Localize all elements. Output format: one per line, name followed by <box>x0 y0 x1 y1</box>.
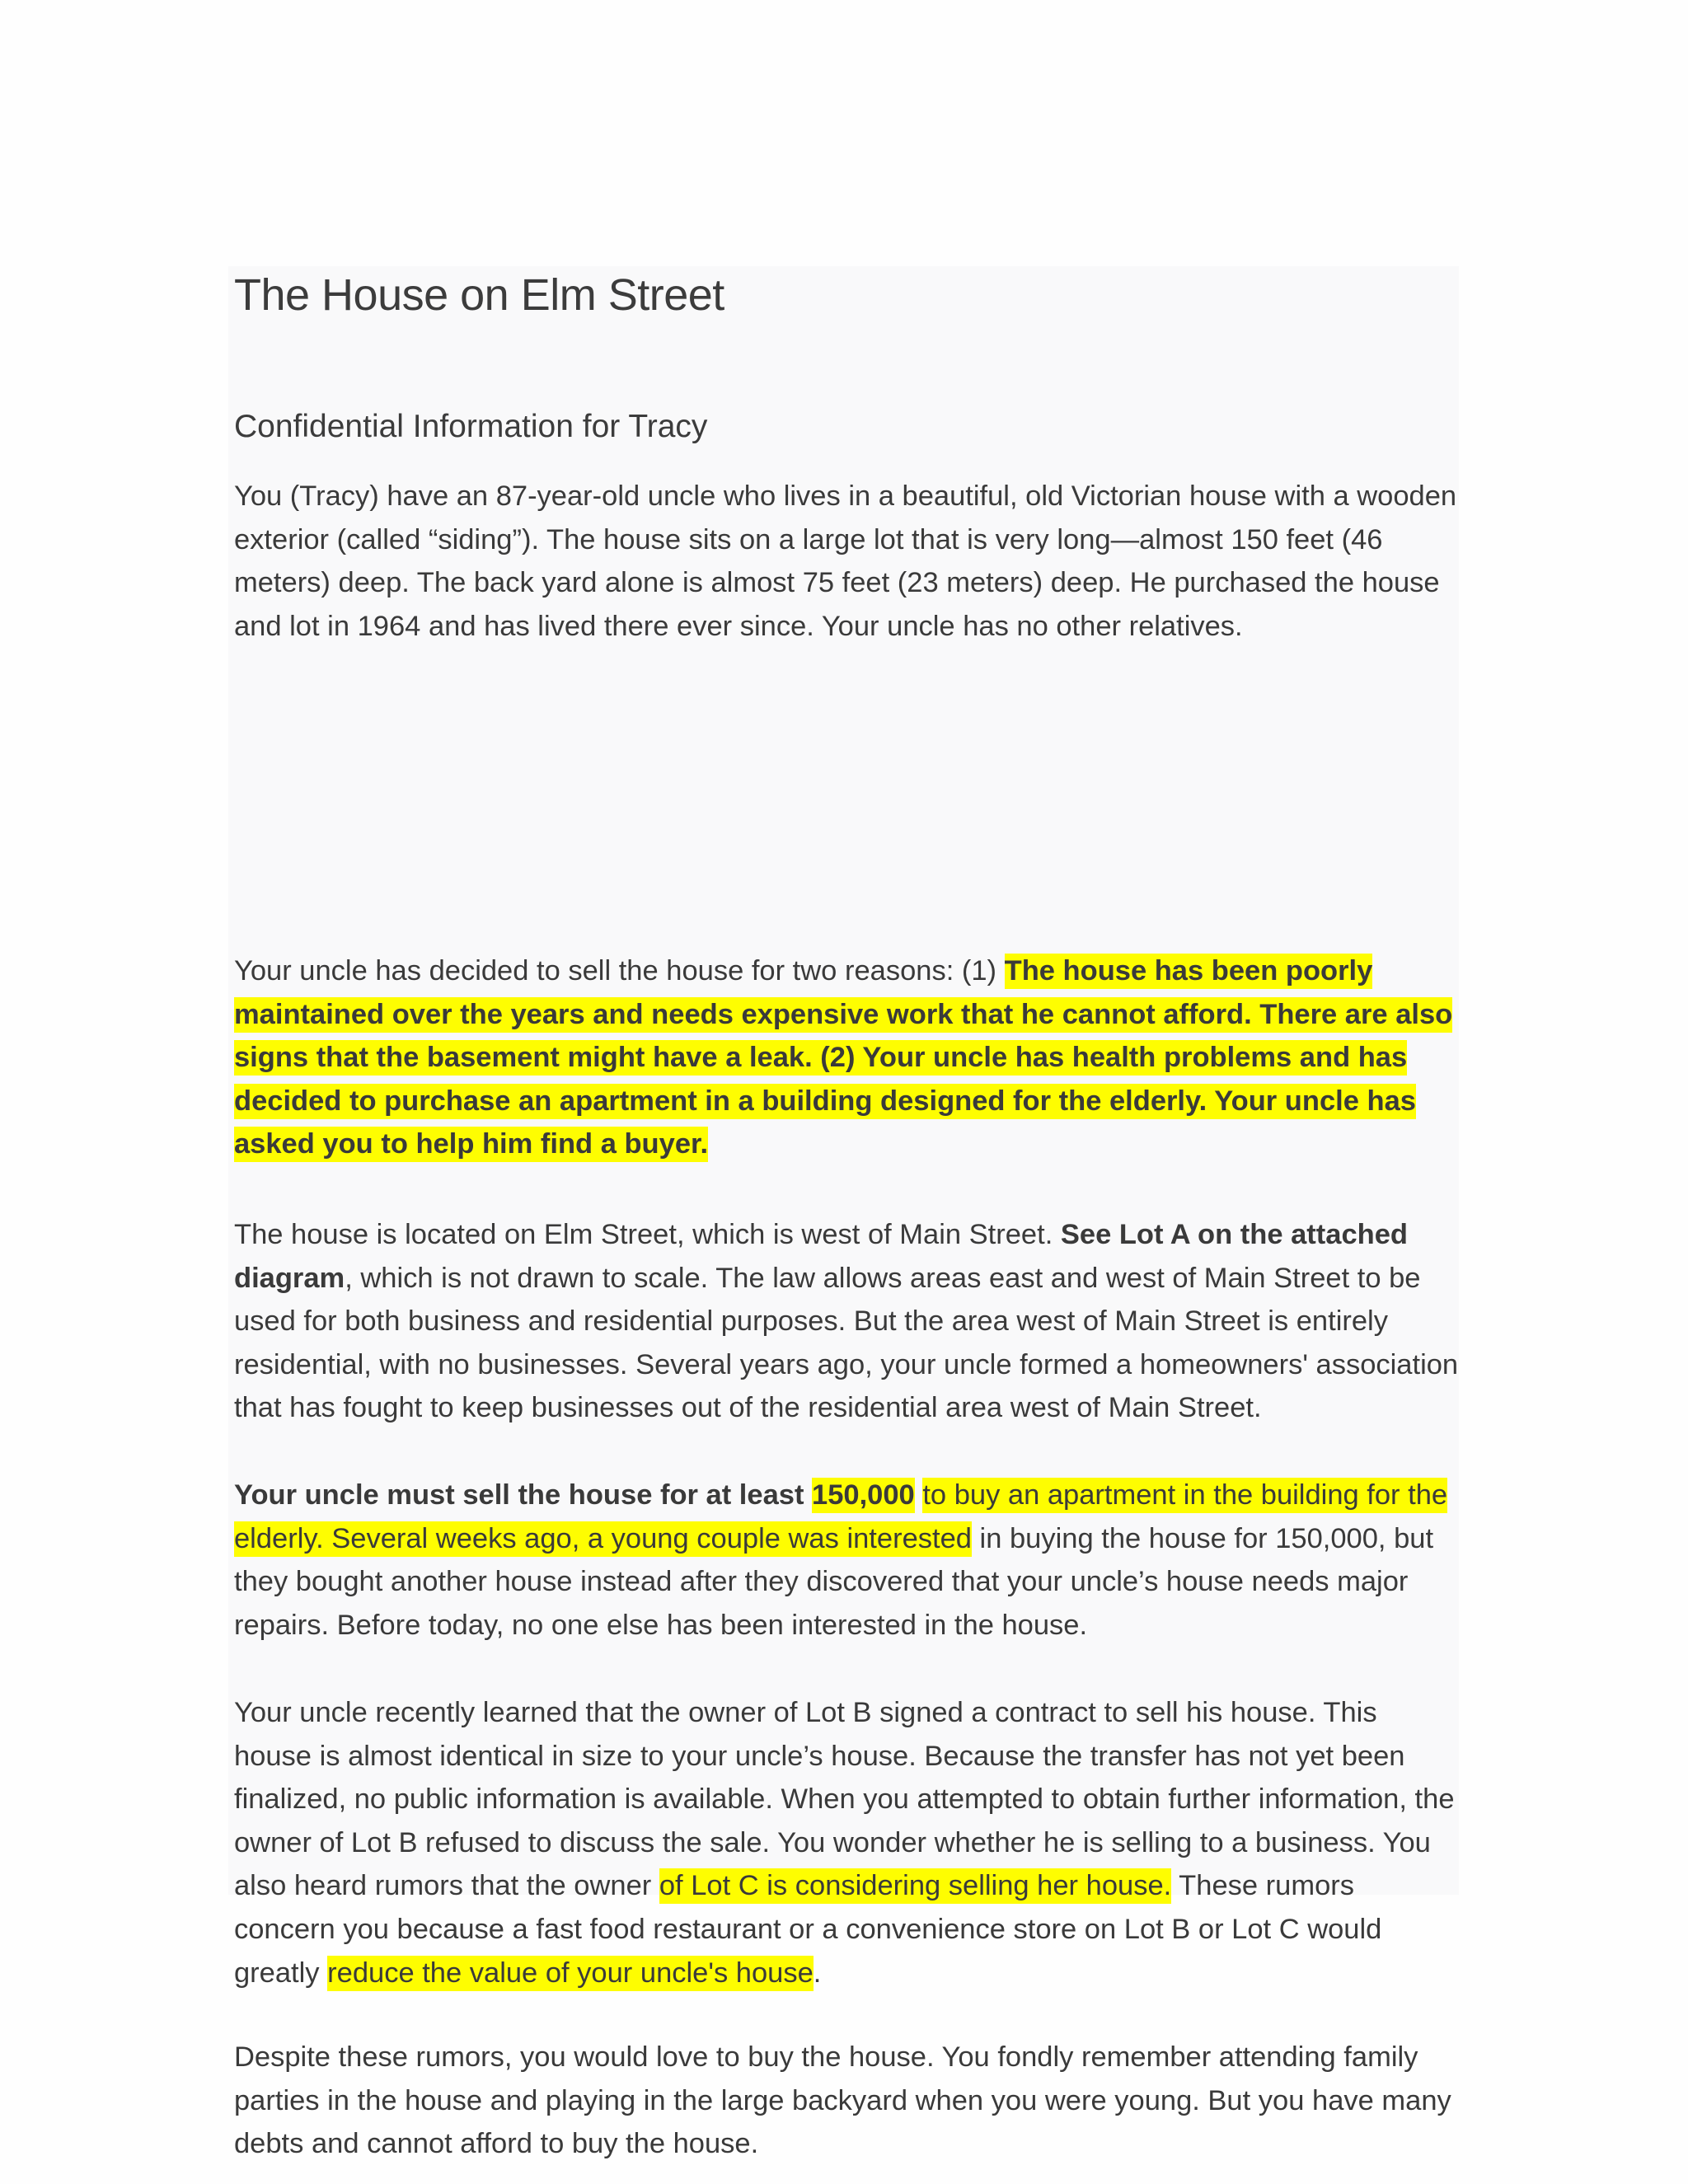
paragraph-5-part3: . <box>813 1957 822 1989</box>
paragraph-2-intro: Your uncle has decided to sell the house for two reasons: (1) <box>234 955 1005 987</box>
paragraph-5-highlight-1: of Lot C is considering selling her house. <box>659 1870 1172 1902</box>
document-subtitle: Confidential Information for Tracy <box>234 409 708 444</box>
paragraph-2-highlight: The house has been poorly maintained over the years and needs expensive work that he cannot afford. There are also signs that the basement might have a leak. (2) Your uncle has health problems and has decided to purchase an apartment in a building designed for the elderly. Your uncle has asked you to help him find a buyer. <box>234 955 1453 1160</box>
paragraph-5 <box>234 1691 1462 1994</box>
paragraph-4-rest: in buying the house for 150,000, but they bought another house instead after they discovered that your uncle’s house needs major repairs. Before today, no one else has been interested in the house. <box>234 1522 1434 1641</box>
paragraph-3-part1: The house is located on Elm Street, which is west of Main Street. <box>234 1219 1061 1250</box>
paragraph-2 <box>234 949 1462 1166</box>
paragraph-4-bold: Your uncle must sell the house for at least <box>234 1479 813 1511</box>
document-body <box>234 264 1462 2160</box>
document-title: The House on Elm Street <box>234 270 724 320</box>
paragraph-1: You (Tracy) have an 87-year-old uncle who lives in a beautiful, old Victorian house with a wooden exterior (called “siding”). The house sits on a large lot that is very long—almost 150 feet (46 meters) deep. The back yard alone is almost 75 feet (23 meters) deep. He purchased the house and lot in 1964 and has lived there ever since. Your uncle has no other relatives. <box>234 480 1457 642</box>
paragraph-5-part2: These rumors concern you because a fast food restaurant or a convenience store on Lot B or Lot C would greatly <box>234 1870 1382 1989</box>
paragraph-3-bold: See Lot A on the attached diagram <box>234 1219 1408 1294</box>
paragraph-4-highlight: to buy an apartment in the building for the elderly. Several weeks ago, a young couple was interested <box>234 1479 1448 1554</box>
paragraph-3 <box>234 1213 1462 1430</box>
paragraph-3-part2: , which is not drawn to scale. The law allows areas east and west of Main Street to be used for both business and residential purposes. But the area west of Main Street is entirely residential, with no businesses. Several years ago, your uncle formed a homeowners' association that has fought to keep businesses out of the residential area west of Main Street. <box>234 1262 1459 1424</box>
paragraph-6: Despite these rumors, you would love to buy the house. You fondly remember attending family parties in the house and playing in the large backyard when you were young. But you have many debts and cannot afford to buy the house. <box>234 2041 1451 2160</box>
paragraph-5-highlight-2: reduce the value of your uncle's house <box>327 1957 814 1989</box>
paragraph-5-part1: Your uncle recently learned that the owner of Lot B signed a contract to sell his house. This house is almost identical in size to your uncle’s house. Because the transfer has not yet been finalized, no public information is available. When you attempted to obtain further information, the owner of Lot B refused to discuss the sale. You wonder whether he is selling to a business. You also heard rumors that the owner <box>234 1697 1455 1902</box>
paragraph-4 <box>234 1474 1462 1647</box>
paragraph-4-amount: 150,000 <box>812 1479 915 1511</box>
